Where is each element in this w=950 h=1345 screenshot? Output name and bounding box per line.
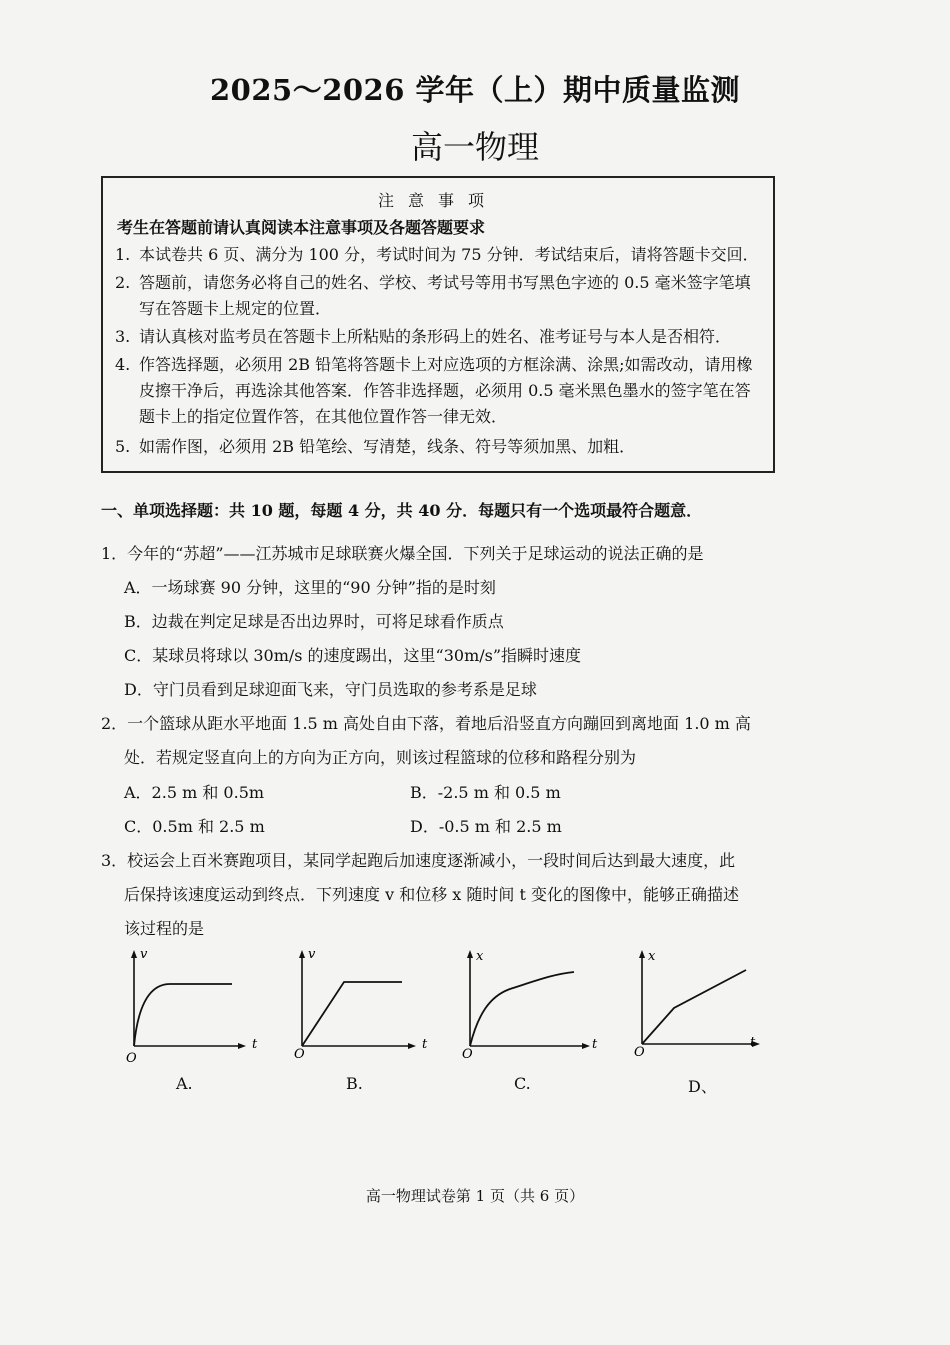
notice-heading: 注意事项 <box>377 191 498 210</box>
graph-c-curve <box>470 972 574 1046</box>
graph-b-y-label: v <box>308 947 316 962</box>
notice-item-line: 答题前，请您务必将自己的姓名、学校、考试号等用书写黑色字迹的 0.5 毫米签字笔填 <box>139 273 751 292</box>
graph-b-svg <box>290 944 428 1064</box>
notice-intro: 考生在答题前请认真阅读本注意事项及各题答题要求 <box>117 218 486 237</box>
notice-item-number: 5. <box>115 437 131 456</box>
graph-c-y-label: x <box>476 949 484 964</box>
notice-item-line: 如需作图，必须用 2B 铅笔绘、写清楚，线条、符号等须加黑、加粗． <box>139 437 636 456</box>
graph-c-x-label: t <box>592 1037 598 1052</box>
question-1-option-a: A．一场球赛 90 分钟，这里的“90 分钟”指的是时刻 <box>124 578 496 597</box>
graph-a-curve <box>134 984 232 1046</box>
question-1-option-d: D．守门员看到足球迎面飞来，守门员选取的参考系是足球 <box>124 680 537 699</box>
graph-c-svg <box>458 944 598 1064</box>
graph-a-svg <box>122 944 258 1066</box>
notice-item-1 <box>115 242 763 268</box>
notice-item-number: 4. <box>115 355 131 374</box>
graph-b <box>290 944 428 1093</box>
question-1-option-b: B．边裁在判定足球是否出边界时，可将足球看作质点 <box>124 612 504 631</box>
question-2-option-c: C．0.5m 和 2.5 m <box>124 817 265 836</box>
graph-a-y-arrow <box>131 950 137 958</box>
question-2-option-a: A．2.5 m 和 0.5m <box>124 783 265 802</box>
notice-item-line: 作答选择题，必须用 2B 铅笔将答题卡上对应选项的方框涂满、涂黑;如需改动，请用橡 <box>139 355 753 374</box>
graph-d-letter: D、 <box>688 1077 717 1096</box>
graph-c <box>458 944 598 1093</box>
graph-d-y-arrow <box>639 950 645 958</box>
graph-c-y-arrow <box>467 950 473 958</box>
question-3-stem-line-2: 后保持该速度运动到终点．下列速度 v 和位移 x 随时间 t 变化的图像中，能够正确描述 <box>124 885 740 904</box>
graph-a-x-label: t <box>252 1037 258 1052</box>
graph-b-origin: O <box>294 1047 305 1062</box>
graph-d-origin: O <box>634 1045 645 1060</box>
question-1-option-c: C．某球员将球以 30m/s 的速度踢出，这里“30m/s”指瞬时速度 <box>124 646 582 665</box>
question-2-option-b: B．-2.5 m 和 0.5 m <box>410 783 561 802</box>
question-3-stem-line-3: 该过程的是 <box>124 919 205 938</box>
section-heading-single-choice: 一、单项选择题：共 10 题，每题 4 分，共 40 分．每题只有一个选项最符合题意． <box>101 501 703 520</box>
graph-a <box>122 944 258 1093</box>
notice-item-number: 2. <box>115 273 131 292</box>
graph-a-x-arrow <box>238 1043 246 1049</box>
notice-item-4 <box>115 352 763 430</box>
graph-d-y-label: x <box>648 949 656 964</box>
notice-item-line: 本试卷共 6 页、满分为 100 分，考试时间为 75 分钟．考试结束后，请将答题卡交回． <box>139 245 759 264</box>
subject-title: 高一物理 <box>410 128 539 166</box>
question-2-stem-line-1: 2．一个篮球从距水平地面 1.5 m 高处自由下落，着地后沿竖直方向蹦回到离地面 1.0 m 高 <box>101 714 751 733</box>
notice-item-line: 请认真核对监考员在答题卡上所粘贴的条形码上的姓名、准考证号与本人是否相符． <box>139 327 732 346</box>
graph-a-letter: A. <box>176 1074 193 1093</box>
notice-box <box>101 176 775 473</box>
question-1-stem: 1．今年的“苏超”——江苏城市足球联赛火爆全国．下列关于足球运动的说法正确的是 <box>101 544 704 563</box>
graph-a-origin: O <box>126 1051 137 1066</box>
graph-d-x-label: t <box>750 1035 756 1050</box>
graph-b-letter: B. <box>346 1074 363 1093</box>
notice-item-2 <box>115 270 763 322</box>
question-2-stem-line-2: 处．若规定竖直向上的方向为正方向，则该过程篮球的位移和路程分别为 <box>124 748 637 767</box>
graph-d <box>630 944 765 1096</box>
question-3-stem-line-1: 3．校运会上百米赛跑项目，某同学起跑后加速度逐渐减小，一段时间后达到最大速度，此 <box>101 851 736 870</box>
graph-b-curve <box>302 982 402 1046</box>
graph-d-curve <box>642 970 746 1044</box>
graph-b-y-arrow <box>299 950 305 958</box>
graph-b-x-arrow <box>408 1043 416 1049</box>
notice-item-line: 题卡上的指定位置作答，在其他位置作答一律无效． <box>139 407 508 426</box>
exam-title: 2025～2026 学年（上）期中质量监测 <box>209 73 741 107</box>
graph-c-letter: C. <box>514 1074 531 1093</box>
notice-item-number: 3. <box>115 327 131 346</box>
notice-item-line: 写在答题卡上规定的位置． <box>139 299 332 318</box>
notice-item-number: 1. <box>115 245 131 264</box>
page-footer: 高一物理试卷第 1 页（共 6 页） <box>365 1187 585 1205</box>
graph-b-x-label: t <box>422 1037 428 1052</box>
notice-item-line: 皮擦干净后，再选涂其他答案．作答非选择题，必须用 0.5 毫米黑色墨水的签字笔在答 <box>139 381 751 400</box>
notice-item-3 <box>115 324 763 350</box>
notice-item-5 <box>115 434 763 460</box>
graph-d-svg <box>630 944 765 1064</box>
question-2-option-d: D．-0.5 m 和 2.5 m <box>410 817 562 836</box>
graph-a-y-label: v <box>140 947 148 962</box>
graph-c-x-arrow <box>582 1043 590 1049</box>
graph-c-origin: O <box>462 1047 473 1062</box>
